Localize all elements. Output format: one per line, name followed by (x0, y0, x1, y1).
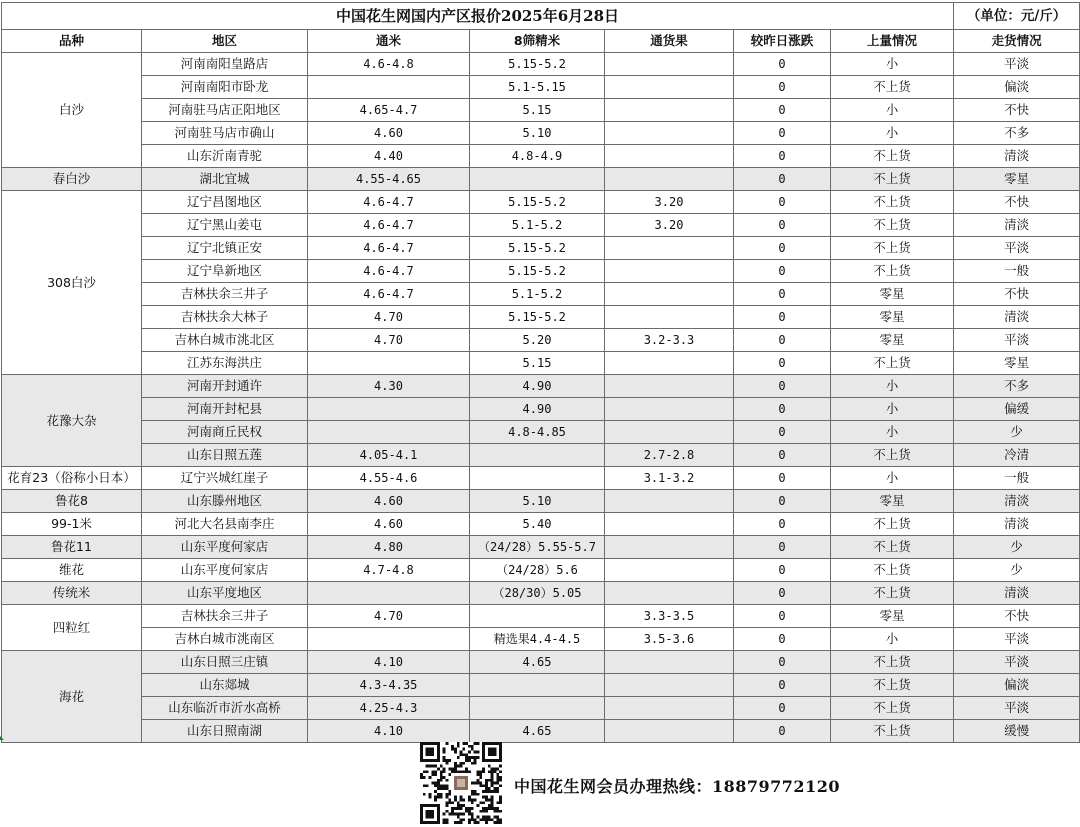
jingmi-cell: 5.15-5.2 (470, 306, 605, 329)
header-sales: 走货情况 (954, 30, 1080, 53)
region-cell: 辽宁北镇正安 (142, 237, 308, 260)
guo-cell: 3.5-3.6 (605, 628, 734, 651)
variety-cell: 308白沙 (2, 191, 142, 375)
change-cell: 0 (734, 697, 831, 720)
guo-cell (605, 122, 734, 145)
table-row (2, 536, 1080, 559)
tongmi-cell: 4.7-4.8 (308, 559, 470, 582)
jingmi-cell: 4.90 (470, 375, 605, 398)
region-cell: 山东日照三庄镇 (142, 651, 308, 674)
jingmi-cell: 5.15-5.2 (470, 53, 605, 76)
supply-cell: 不上货 (831, 720, 954, 743)
sales-cell: 少 (954, 536, 1080, 559)
table-row (2, 99, 1080, 122)
change-cell: 0 (734, 651, 831, 674)
jingmi-cell: 4.65 (470, 651, 605, 674)
tongmi-cell: 4.05-4.1 (308, 444, 470, 467)
change-cell: 0 (734, 421, 831, 444)
change-cell: 0 (734, 168, 831, 191)
supply-cell: 小 (831, 398, 954, 421)
supply-cell: 不上货 (831, 559, 954, 582)
region-cell: 山东临沂市沂水高桥 (142, 697, 308, 720)
tongmi-cell: 4.55-4.6 (308, 467, 470, 490)
tongmi-cell: 4.10 (308, 651, 470, 674)
region-cell: 河北大名县南李庄 (142, 513, 308, 536)
sales-cell: 平淡 (954, 651, 1080, 674)
jingmi-cell (470, 444, 605, 467)
guo-cell (605, 352, 734, 375)
tongmi-cell: 4.70 (308, 329, 470, 352)
sales-cell: 不快 (954, 283, 1080, 306)
jingmi-cell: 5.15-5.2 (470, 260, 605, 283)
table-row (2, 329, 1080, 352)
tongmi-cell (308, 76, 470, 99)
tongmi-cell: 4.30 (308, 375, 470, 398)
region-cell: 辽宁昌图地区 (142, 191, 308, 214)
sales-cell: 不快 (954, 605, 1080, 628)
variety-cell: 鲁花11 (2, 536, 142, 559)
variety-cell: 花育23（俗称小日本） (2, 467, 142, 490)
jingmi-cell: 精选果4.4-4.5 (470, 628, 605, 651)
tongmi-cell: 4.6-4.8 (308, 53, 470, 76)
title-row (2, 3, 1080, 30)
region-cell: 吉林扶余三井子 (142, 283, 308, 306)
table-row (2, 191, 1080, 214)
sales-cell: 少 (954, 421, 1080, 444)
header-variety: 品种 (2, 30, 142, 53)
sales-cell: 一般 (954, 260, 1080, 283)
tongmi-cell (308, 398, 470, 421)
jingmi-cell (470, 697, 605, 720)
tongmi-cell: 4.6-4.7 (308, 191, 470, 214)
qr-code-icon (418, 742, 504, 824)
sales-cell: 平淡 (954, 697, 1080, 720)
guo-cell: 3.20 (605, 191, 734, 214)
guo-cell (605, 697, 734, 720)
guo-cell: 3.20 (605, 214, 734, 237)
sales-cell: 不快 (954, 191, 1080, 214)
tongmi-cell: 4.25-4.3 (308, 697, 470, 720)
jingmi-cell: 5.1-5.2 (470, 214, 605, 237)
jingmi-cell: 5.15-5.2 (470, 191, 605, 214)
guo-cell: 3.1-3.2 (605, 467, 734, 490)
sales-cell: 零星 (954, 352, 1080, 375)
region-cell: 辽宁阜新地区 (142, 260, 308, 283)
guo-cell (605, 490, 734, 513)
guo-cell: 2.7-2.8 (605, 444, 734, 467)
tongmi-cell: 4.10 (308, 720, 470, 743)
region-cell: 河南商丘民权 (142, 421, 308, 444)
page-title: 中国花生网国内产区报价2025年6月28日 (2, 3, 954, 30)
table-row (2, 674, 1080, 697)
supply-cell: 不上货 (831, 697, 954, 720)
guo-cell (605, 76, 734, 99)
jingmi-cell (470, 605, 605, 628)
region-cell: 河南南阳皇路店 (142, 53, 308, 76)
variety-cell: 四粒红 (2, 605, 142, 651)
supply-cell: 不上货 (831, 352, 954, 375)
table-row (2, 651, 1080, 674)
jingmi-cell: 4.90 (470, 398, 605, 421)
jingmi-cell (470, 168, 605, 191)
region-cell: 吉林白城市洮南区 (142, 628, 308, 651)
sales-cell: 平淡 (954, 237, 1080, 260)
tongmi-cell (308, 628, 470, 651)
supply-cell: 零星 (831, 490, 954, 513)
change-cell: 0 (734, 605, 831, 628)
table-row (2, 283, 1080, 306)
region-cell: 山东沂南青驼 (142, 145, 308, 168)
table-row (2, 122, 1080, 145)
region-cell: 吉林白城市洮北区 (142, 329, 308, 352)
header-region: 地区 (142, 30, 308, 53)
supply-cell: 不上货 (831, 651, 954, 674)
jingmi-cell: 5.15 (470, 99, 605, 122)
jingmi-cell: 5.10 (470, 490, 605, 513)
guo-cell (605, 53, 734, 76)
change-cell: 0 (734, 582, 831, 605)
header-change: 较昨日涨跌 (734, 30, 831, 53)
variety-cell: 春白沙 (2, 168, 142, 191)
variety-cell: 99-1米 (2, 513, 142, 536)
jingmi-cell: （24/28）5.6 (470, 559, 605, 582)
supply-cell: 小 (831, 53, 954, 76)
table-row (2, 76, 1080, 99)
supply-cell: 不上货 (831, 674, 954, 697)
supply-cell: 小 (831, 467, 954, 490)
supply-cell: 不上货 (831, 582, 954, 605)
tongmi-cell: 4.60 (308, 122, 470, 145)
table-row (2, 605, 1080, 628)
guo-cell (605, 536, 734, 559)
header-guo: 通货果 (605, 30, 734, 53)
change-cell: 0 (734, 628, 831, 651)
supply-cell: 小 (831, 99, 954, 122)
sales-cell: 清淡 (954, 490, 1080, 513)
sales-cell: 一般 (954, 467, 1080, 490)
supply-cell: 小 (831, 375, 954, 398)
change-cell: 0 (734, 53, 831, 76)
variety-cell: 白沙 (2, 53, 142, 168)
guo-cell (605, 237, 734, 260)
change-cell: 0 (734, 720, 831, 743)
supply-cell: 不上货 (831, 191, 954, 214)
sales-cell: 偏淡 (954, 76, 1080, 99)
change-cell: 0 (734, 674, 831, 697)
region-cell: 山东日照南湖 (142, 720, 308, 743)
header-supply: 上量情况 (831, 30, 954, 53)
tongmi-cell: 4.55-4.65 (308, 168, 470, 191)
change-cell: 0 (734, 283, 831, 306)
change-cell: 0 (734, 536, 831, 559)
sales-cell: 清淡 (954, 306, 1080, 329)
change-cell: 0 (734, 260, 831, 283)
table-row (2, 444, 1080, 467)
guo-cell (605, 651, 734, 674)
table-row (2, 352, 1080, 375)
tongmi-cell: 4.6-4.7 (308, 214, 470, 237)
guo-cell (605, 260, 734, 283)
guo-cell (605, 145, 734, 168)
supply-cell: 小 (831, 421, 954, 444)
change-cell: 0 (734, 329, 831, 352)
sales-cell: 平淡 (954, 53, 1080, 76)
region-cell: 江苏东海洪庄 (142, 352, 308, 375)
variety-cell: 海花 (2, 651, 142, 743)
variety-cell: 鲁花8 (2, 490, 142, 513)
region-cell: 山东平度地区 (142, 582, 308, 605)
tongmi-cell: 4.80 (308, 536, 470, 559)
jingmi-cell: 5.10 (470, 122, 605, 145)
variety-cell: 花豫大杂 (2, 375, 142, 467)
change-cell: 0 (734, 76, 831, 99)
jingmi-cell: 5.15-5.2 (470, 237, 605, 260)
table-row (2, 53, 1080, 76)
sales-cell: 清淡 (954, 214, 1080, 237)
variety-cell: 维花 (2, 559, 142, 582)
table-row (2, 145, 1080, 168)
tongmi-cell: 4.60 (308, 513, 470, 536)
table-row (2, 559, 1080, 582)
supply-cell: 不上货 (831, 76, 954, 99)
jingmi-cell (470, 674, 605, 697)
region-cell: 河南开封杞县 (142, 398, 308, 421)
region-cell: 山东平度何家店 (142, 559, 308, 582)
tongmi-cell: 4.6-4.7 (308, 260, 470, 283)
jingmi-cell: 5.15 (470, 352, 605, 375)
change-cell: 0 (734, 398, 831, 421)
sales-cell: 清淡 (954, 513, 1080, 536)
region-cell: 辽宁黑山姜屯 (142, 214, 308, 237)
supply-cell: 不上货 (831, 444, 954, 467)
guo-cell (605, 513, 734, 536)
sales-cell: 清淡 (954, 582, 1080, 605)
hotline-text: 中国花生网会员办理热线：18879772120 (514, 777, 840, 796)
table-row (2, 237, 1080, 260)
tongmi-cell: 4.70 (308, 306, 470, 329)
jingmi-cell: 5.1-5.15 (470, 76, 605, 99)
tongmi-cell: 4.40 (308, 145, 470, 168)
sales-cell: 平淡 (954, 329, 1080, 352)
table-row (2, 260, 1080, 283)
table-row (2, 306, 1080, 329)
tongmi-cell (308, 352, 470, 375)
tongmi-cell: 4.6-4.7 (308, 237, 470, 260)
guo-cell (605, 674, 734, 697)
supply-cell: 不上货 (831, 145, 954, 168)
supply-cell: 不上货 (831, 260, 954, 283)
supply-cell: 小 (831, 628, 954, 651)
table-row (2, 214, 1080, 237)
change-cell: 0 (734, 145, 831, 168)
tongmi-cell: 4.3-4.35 (308, 674, 470, 697)
sales-cell: 偏淡 (954, 674, 1080, 697)
change-cell: 0 (734, 122, 831, 145)
supply-cell: 不上货 (831, 168, 954, 191)
region-cell: 辽宁兴城红崖子 (142, 467, 308, 490)
jingmi-cell: （24/28）5.55-5.7 (470, 536, 605, 559)
region-cell: 河南南阳市卧龙 (142, 76, 308, 99)
supply-cell: 零星 (831, 329, 954, 352)
change-cell: 0 (734, 375, 831, 398)
tongmi-cell (308, 582, 470, 605)
supply-cell: 不上货 (831, 237, 954, 260)
sales-cell: 清淡 (954, 145, 1080, 168)
supply-cell: 不上货 (831, 513, 954, 536)
change-cell: 0 (734, 444, 831, 467)
region-cell: 河南开封通许 (142, 375, 308, 398)
jingmi-cell: （28/30）5.05 (470, 582, 605, 605)
region-cell: 吉林扶余三井子 (142, 605, 308, 628)
sales-cell: 缓慢 (954, 720, 1080, 743)
supply-cell: 不上货 (831, 214, 954, 237)
table-row (2, 628, 1080, 651)
footer (0, 740, 1080, 827)
guo-cell (605, 582, 734, 605)
change-cell: 0 (734, 513, 831, 536)
tongmi-cell: 4.6-4.7 (308, 283, 470, 306)
change-cell: 0 (734, 306, 831, 329)
sales-cell: 不多 (954, 375, 1080, 398)
guo-cell: 3.2-3.3 (605, 329, 734, 352)
table-row (2, 513, 1080, 536)
change-cell: 0 (734, 559, 831, 582)
supply-cell: 零星 (831, 605, 954, 628)
sales-cell: 少 (954, 559, 1080, 582)
guo-cell (605, 375, 734, 398)
guo-cell (605, 559, 734, 582)
jingmi-cell: 4.65 (470, 720, 605, 743)
supply-cell: 不上货 (831, 536, 954, 559)
sales-cell: 偏缓 (954, 398, 1080, 421)
change-cell: 0 (734, 214, 831, 237)
variety-cell: 传统米 (2, 582, 142, 605)
supply-cell: 小 (831, 122, 954, 145)
jingmi-cell (470, 467, 605, 490)
price-table (1, 2, 1080, 743)
change-cell: 0 (734, 99, 831, 122)
jingmi-cell: 4.8-4.85 (470, 421, 605, 444)
guo-cell (605, 99, 734, 122)
jingmi-cell: 5.20 (470, 329, 605, 352)
supply-cell: 零星 (831, 283, 954, 306)
tongmi-cell: 4.60 (308, 490, 470, 513)
sales-cell: 不多 (954, 122, 1080, 145)
tongmi-cell: 4.65-4.7 (308, 99, 470, 122)
jingmi-cell: 5.40 (470, 513, 605, 536)
guo-cell: 3.3-3.5 (605, 605, 734, 628)
table-row (2, 421, 1080, 444)
table-row (2, 398, 1080, 421)
tongmi-cell: 4.70 (308, 605, 470, 628)
change-cell: 0 (734, 490, 831, 513)
table-row (2, 582, 1080, 605)
table-row (2, 168, 1080, 191)
region-cell: 湖北宜城 (142, 168, 308, 191)
region-cell: 吉林扶余大林子 (142, 306, 308, 329)
tongmi-cell (308, 421, 470, 444)
change-cell: 0 (734, 191, 831, 214)
change-cell: 0 (734, 237, 831, 260)
region-cell: 山东平度何家店 (142, 536, 308, 559)
table-row (2, 490, 1080, 513)
region-cell: 河南驻马店市确山 (142, 122, 308, 145)
jingmi-cell: 5.1-5.2 (470, 283, 605, 306)
sales-cell: 冷清 (954, 444, 1080, 467)
sales-cell: 零星 (954, 168, 1080, 191)
region-cell: 山东郯城 (142, 674, 308, 697)
header-tongmi: 通米 (308, 30, 470, 53)
sales-cell: 平淡 (954, 628, 1080, 651)
header-jingmi: 8筛精米 (470, 30, 605, 53)
region-cell: 山东日照五莲 (142, 444, 308, 467)
table-row (2, 697, 1080, 720)
change-cell: 0 (734, 467, 831, 490)
region-cell: 河南驻马店正阳地区 (142, 99, 308, 122)
table-row (2, 375, 1080, 398)
region-cell: 山东滕州地区 (142, 490, 308, 513)
header-row (2, 30, 1080, 53)
guo-cell (605, 306, 734, 329)
change-cell: 0 (734, 352, 831, 375)
guo-cell (605, 421, 734, 444)
table-row (2, 467, 1080, 490)
jingmi-cell: 4.8-4.9 (470, 145, 605, 168)
unit-label: （单位：元/斤） (954, 3, 1080, 30)
supply-cell: 零星 (831, 306, 954, 329)
guo-cell (605, 398, 734, 421)
guo-cell (605, 168, 734, 191)
sales-cell: 不快 (954, 99, 1080, 122)
guo-cell (605, 283, 734, 306)
